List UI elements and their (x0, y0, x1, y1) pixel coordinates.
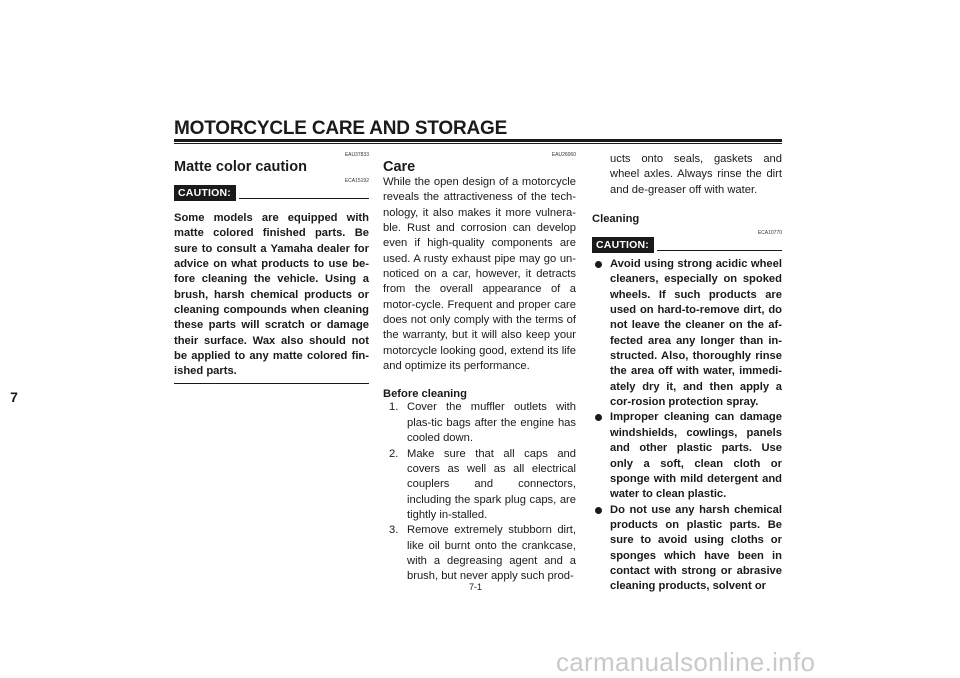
column-cleaning (592, 152, 782, 595)
section-code: EAU37833 (344, 152, 369, 158)
caution-label: CAUTION: (174, 185, 236, 201)
list-item: 1. Cover the muffler outlets with plas-tic bags after the engine has cooled down. (389, 401, 576, 445)
header-rule-thin (174, 143, 782, 144)
section-heading: Matte color caution (174, 159, 307, 175)
continued-paragraph: ucts onto seals, gaskets and wheel axles. Always rinse the dirt and de-greaser off with water. (610, 153, 782, 196)
caution-end-rule (174, 383, 369, 384)
caution-code: ECA15192 (344, 178, 369, 184)
caution-rule (657, 250, 782, 251)
bullet-icon (595, 507, 602, 514)
section-code: EAU26060 (551, 152, 576, 158)
before-cleaning-steps (383, 400, 576, 584)
list-item: Do not use any harsh chemical products on plastic parts. Be sure to avoid using cloths or sponges which have been in contact with strong or abrasive cleaning products, solvent or (592, 503, 782, 595)
page-title: MOTORCYCLE CARE AND STORAGE (174, 118, 508, 139)
column-care (383, 152, 576, 585)
column-matte-caution (174, 152, 369, 384)
cleaning-heading: Cleaning (592, 213, 640, 226)
watermark: carmanualsonline.info (556, 647, 816, 677)
caution-code: ECA10770 (757, 230, 782, 237)
cleaning-caution-list (592, 257, 782, 595)
care-intro-paragraph: While the open design of a motorcycle reveals the attractiveness of the tech-nology, it also makes it more vulnera-ble. Rust and corrosion can develop even if high-quality components are used. A rusty exhaust pipe may go un-noticed on a car, however, it detracts from the overall appearance of a motor-cycle. Frequent and proper care does not only comply with the terms of the warranty, but it will also keep your motorcycle looking good, extend its life and optimize its performance. (383, 176, 576, 373)
list-item: 3. Remove extremely stubborn dirt, like oil burnt onto the crankcase, with a degreasing agent and a brush, but never apply such prod- (389, 524, 576, 583)
list-item: Avoid using strong acidic wheel cleaners, especially on spoked wheels. If such products are used on hard-to-remove dirt, do not leave the cleaner on the af-fected area any longer than in-structed. Also, thoroughly rinse the area off with water, immedi-ately dry it, and then apply a cor-rosion protection spray. (592, 257, 782, 410)
section-heading: Care (383, 159, 416, 175)
bullet-icon (595, 414, 602, 421)
caution-box-header (174, 185, 369, 201)
caution-box-header (592, 237, 782, 253)
caution-label: CAUTION: (592, 237, 654, 253)
bullet-icon (595, 261, 602, 268)
caution-rule (239, 198, 369, 199)
header-rule (174, 139, 782, 142)
list-item: 2. Make sure that all caps and covers as well as all electrical couplers and connectors, including the spark plug caps, are tightly in-stalled. (389, 447, 576, 521)
caution-text: Some models are equipped with matte colored finished parts. Be sure to consult a Yamaha dealer for advice on what products to use be-fore cleaning the vehicle. Using a brush, harsh chemical products or cleaning compounds when cleaning these parts will scratch or damage their surface. Wax also should not be applied to any matte colored fin-ished parts. (174, 212, 369, 378)
before-cleaning-heading: Before cleaning (383, 388, 467, 401)
page-number: 7-1 (469, 582, 483, 592)
list-item: Improper cleaning can damage windshields, cowlings, panels and other plastic parts. Use only a soft, clean cloth or sponge with mild detergent and water to clean plastic. (592, 410, 782, 502)
section-tab: 7 (0, 384, 28, 410)
